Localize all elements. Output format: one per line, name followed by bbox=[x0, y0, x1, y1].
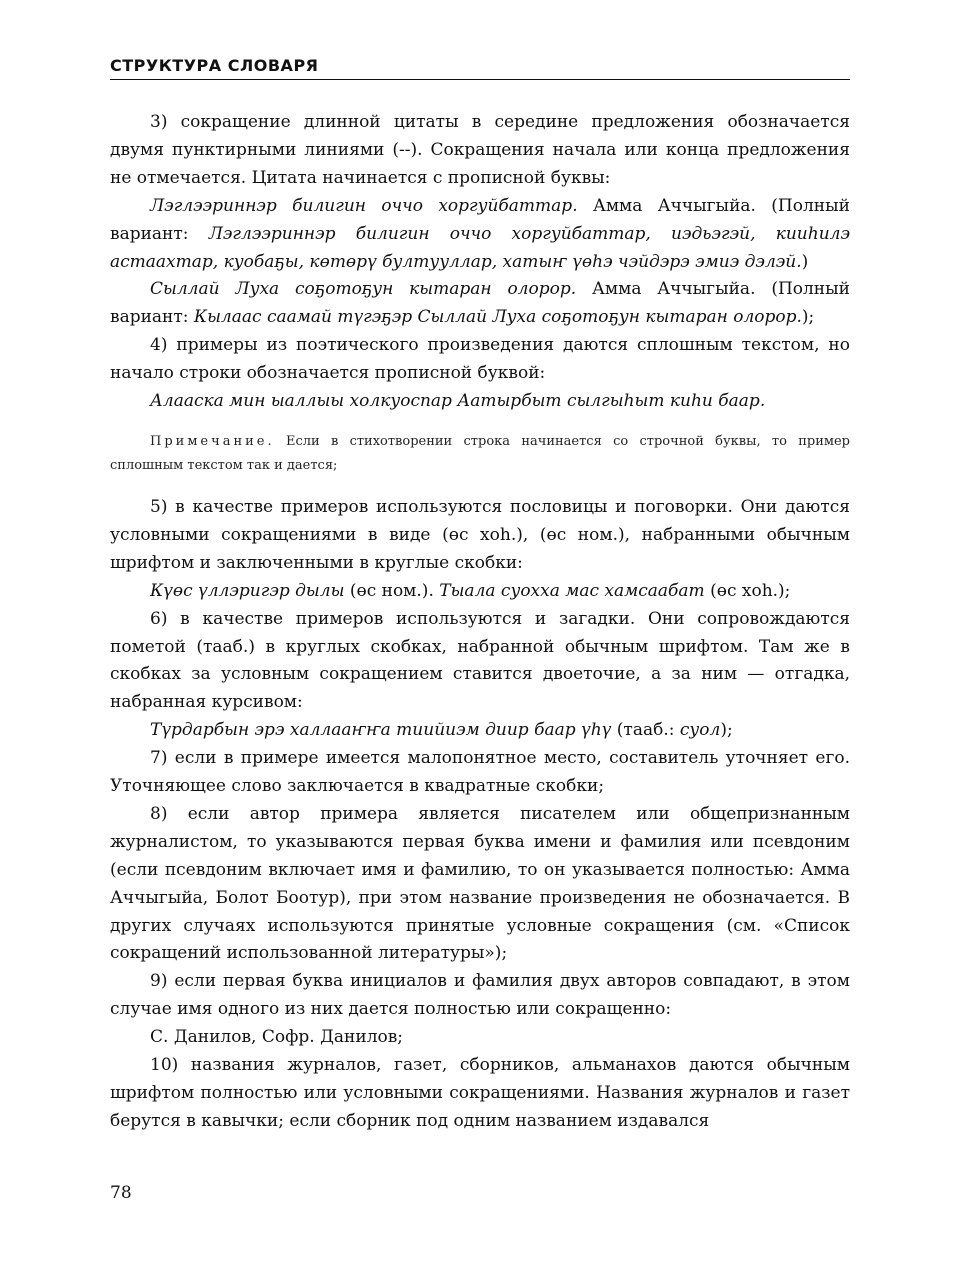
example-italic: Алааска мин ыаллыы холкуоспар Аатырбыт сылгыhыт киhи баар. bbox=[150, 391, 766, 412]
example-source: (өс хоh.); bbox=[704, 580, 791, 601]
paragraph-text: в качестве примеров используются и загадки. Они сопровождаются пометой (тааб.) в круглых скобках, набранной обычным шрифтом. Там же в скобках за условным сокращением ставится двоеточие, а за ним — отгадка, набранная курсивом: bbox=[110, 608, 850, 713]
note-label: Примечание. bbox=[150, 433, 275, 449]
example-source: Амма Аччыгыйа. (Полный вариант: bbox=[110, 195, 850, 244]
example-5 bbox=[110, 717, 850, 745]
paragraph-text: примеры из поэтического произведения даются сплошным текстом, но начало строки обозначается прописной буквой: bbox=[110, 335, 850, 384]
example-italic: Сыллай Луха соҕотоҕун кытаран олорор. bbox=[150, 279, 577, 300]
example-source: (тааб.: bbox=[611, 720, 680, 741]
example-italic: Лэглээриннэр билигин оччо хоргуйбаттар, иэдьэгэй, кииhилэ астаахтар, куобаҕы, көтөрү бултууллар, хатыҥ үөhэ чэйдэрэ эмиэ дэлэй. bbox=[110, 223, 851, 272]
note-text: Если в стихотворении строка начинается со строчной буквы, то пример сплошным текстом так и дается; bbox=[110, 433, 850, 473]
body-text bbox=[110, 109, 850, 1136]
item-number: 6) bbox=[150, 608, 168, 629]
item-number: 3) bbox=[150, 112, 168, 132]
paragraph-4 bbox=[110, 332, 850, 388]
paragraph-text: если первая буква инициалов и фамилия двух авторов совпадают, в этом случае имя одного из них дается полностью или сокращенно: bbox=[110, 971, 850, 1020]
paragraph-3 bbox=[110, 109, 850, 193]
item-number: 8) bbox=[150, 803, 168, 824]
note bbox=[110, 430, 850, 478]
example-1 bbox=[110, 193, 850, 277]
paragraph-10 bbox=[110, 1052, 850, 1136]
example-italic: Күөс үллэригэр дылы bbox=[150, 580, 345, 601]
paragraph-7 bbox=[110, 745, 850, 801]
item-number: 9) bbox=[150, 971, 168, 992]
paragraph-9 bbox=[110, 968, 850, 1024]
document-page bbox=[110, 0, 850, 1274]
example-close: ); bbox=[801, 307, 815, 328]
example-2 bbox=[110, 276, 850, 332]
paragraph-text: сокращение длинной цитаты в середине предложения обозначается двумя пунктирными линиями (--). Сокращения начала или конца предложения не отмечается. Цитата начинается с прописной буквы: bbox=[110, 112, 850, 188]
example-italic: Түрдарбын эрэ халлааҥҥа тиийиэм диир баар үhү bbox=[150, 720, 612, 741]
paragraph-8 bbox=[110, 801, 850, 968]
example-text: С. Данилов, Софр. Данилов; bbox=[150, 1027, 404, 1048]
example-italic: Кылаас саамай түгэҕэр Сыллай Луха соҕотоҕун кытаран олорор. bbox=[193, 307, 802, 328]
item-number: 5) bbox=[150, 496, 168, 517]
example-source: (өс ном.). bbox=[344, 580, 440, 601]
running-header: СТРУКТУРА СЛОВАРЯ bbox=[110, 56, 319, 75]
example-italic: суол bbox=[679, 720, 721, 741]
example-close: ) bbox=[801, 251, 809, 272]
paragraph-text: если в примере имеется малопонятное место, составитель уточняет его. Уточняющее слово заключается в квадратные скобки; bbox=[110, 748, 851, 797]
item-number: 10) bbox=[150, 1055, 179, 1076]
example-3 bbox=[110, 388, 850, 416]
page-number: 78 bbox=[110, 1183, 132, 1203]
header-rule bbox=[110, 79, 850, 80]
example-close: ); bbox=[720, 720, 733, 741]
paragraph-text: если автор примера является писателем или общепризнанным журналистом, то указываются первая буква имени и фамилия или псевдоним (если псевдоним включает имя и фамилию, то он указывается полностью: Амма Аччыгыйа, Болот Боотур), при этом название произведения не обозначается. В других случаях используются принятые условные сокращения (см. «Список сокращений использованной литературы»); bbox=[110, 803, 850, 964]
example-italic: Тыала суохха мас хамсаабат bbox=[439, 580, 705, 601]
paragraph-text: названия журналов, газет, сборников, альманахов даются обычным шрифтом полностью или условными сокращениями. Названия журналов и газет берутся в кавычки; если сборник под одним названием издавался bbox=[110, 1055, 850, 1131]
example-italic: Лэглээриннэр билигин оччо хоргуйбаттар. bbox=[150, 195, 578, 216]
paragraph-text: в качестве примеров используются пословицы и поговорки. Они даются условными сокращениями в виде (өс хоh.), (өс ном.), набранными обычным шрифтом и заключенными в круглые скобки: bbox=[110, 496, 850, 573]
example-6 bbox=[110, 1024, 850, 1052]
example-source: Амма Аччыгыйа. (Полный вариант: bbox=[110, 279, 850, 328]
paragraph-5 bbox=[110, 494, 850, 578]
item-number: 7) bbox=[150, 748, 168, 769]
paragraph-6 bbox=[110, 606, 850, 718]
item-number: 4) bbox=[150, 335, 168, 356]
example-4 bbox=[110, 578, 850, 606]
